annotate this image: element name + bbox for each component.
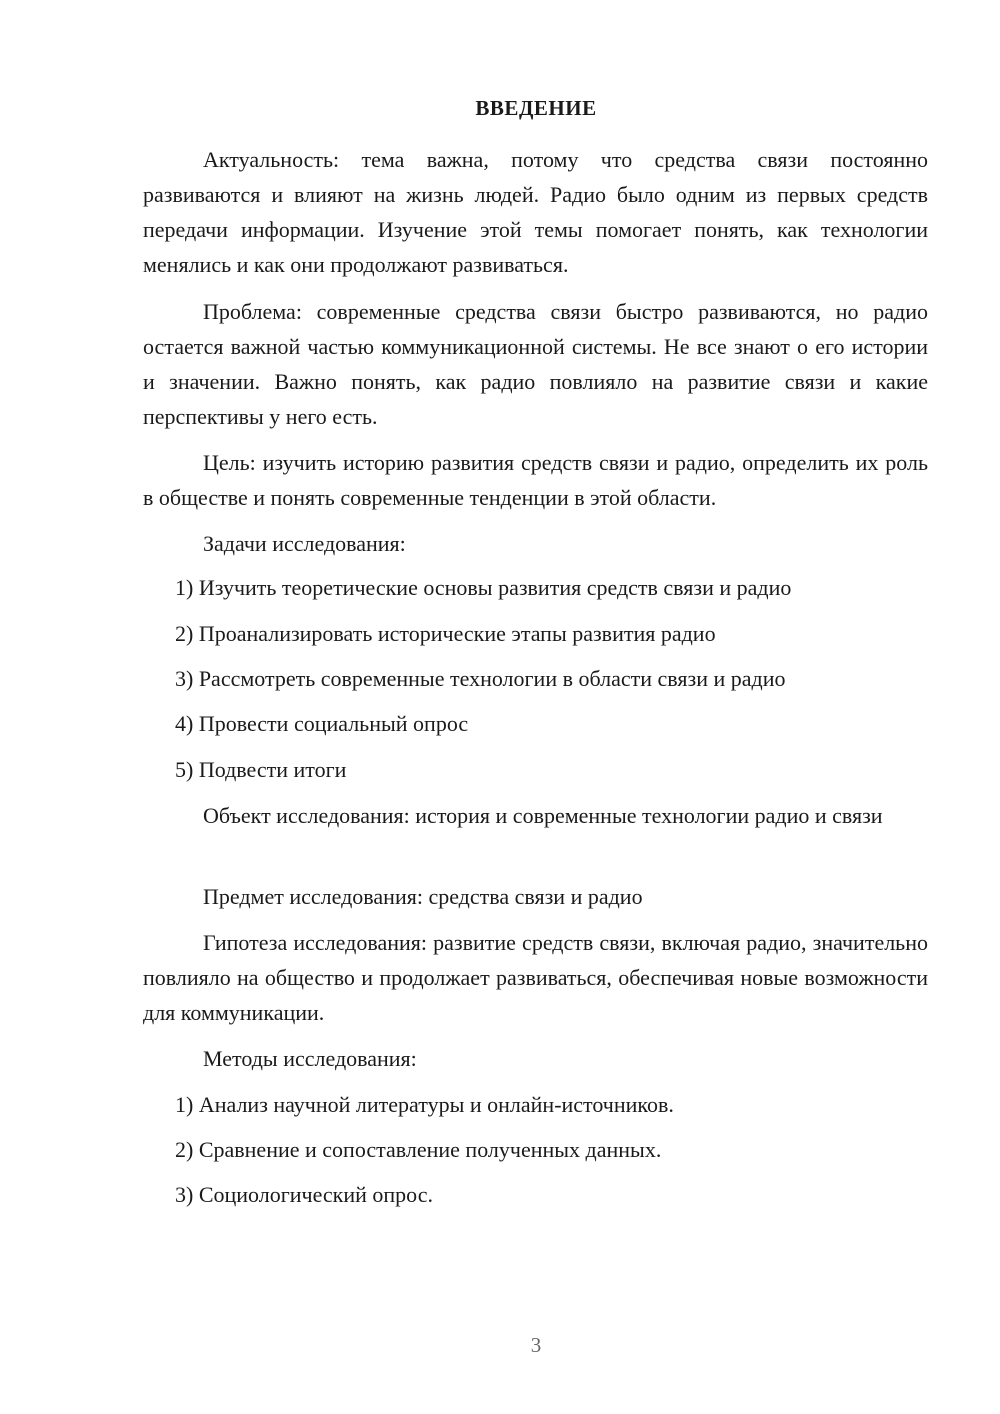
method-item: 1) Анализ научной литературы и онлайн-источников. — [175, 1092, 674, 1117]
paragraph-problem: Проблема: современные средства связи быстро развиваются, но радио остается важной частью коммуникационной системы. Не все знают о его истории и значении. Важно понять, как радио повлияло на развитие связи и какие перспективы у него есть. — [143, 299, 928, 429]
tasks-title: Задачи исследования: — [203, 531, 406, 556]
paragraph-object: Объект исследования: история и современные технологии радио и связи — [203, 803, 883, 828]
task-item: 3) Рассмотреть современные технологии в области связи и радио — [175, 666, 786, 691]
page-number: 3 — [530, 1333, 542, 1357]
methods-title: Методы исследования: — [203, 1046, 417, 1071]
paragraph-relevance: Актуальность: тема важна, потому что средства связи постоянно развиваются и влияют на жизнь людей. Радио было одним из первых средств передачи информации. Изучение этой темы помогает понять, как технологии менялись и как они продолжают развиваться. — [143, 147, 928, 277]
method-item: 3) Социологический опрос. — [175, 1182, 433, 1207]
section-heading: ВВЕДЕНИЕ — [475, 96, 597, 120]
task-item: 2) Проанализировать исторические этапы развития радио — [175, 621, 716, 646]
paragraph-hypothesis: Гипотеза исследования: развитие средств связи, включая радио, значительно повлияло на общество и продолжает развиваться, обеспечивая новые возможности для коммуникации. — [143, 930, 928, 1025]
paragraph-goal: Цель: изучить историю развития средств связи и радио, определить их роль в обществе и понять современные тенденции в этой области. — [143, 450, 928, 510]
paragraph-subject: Предмет исследования: средства связи и радио — [203, 884, 643, 909]
task-item: 4) Провести социальный опрос — [175, 711, 469, 736]
task-item: 1) Изучить теоретические основы развития средств связи и радио — [175, 575, 792, 600]
task-item: 5) Подвести итоги — [175, 757, 347, 782]
method-item: 2) Сравнение и сопоставление полученных данных. — [175, 1137, 662, 1162]
